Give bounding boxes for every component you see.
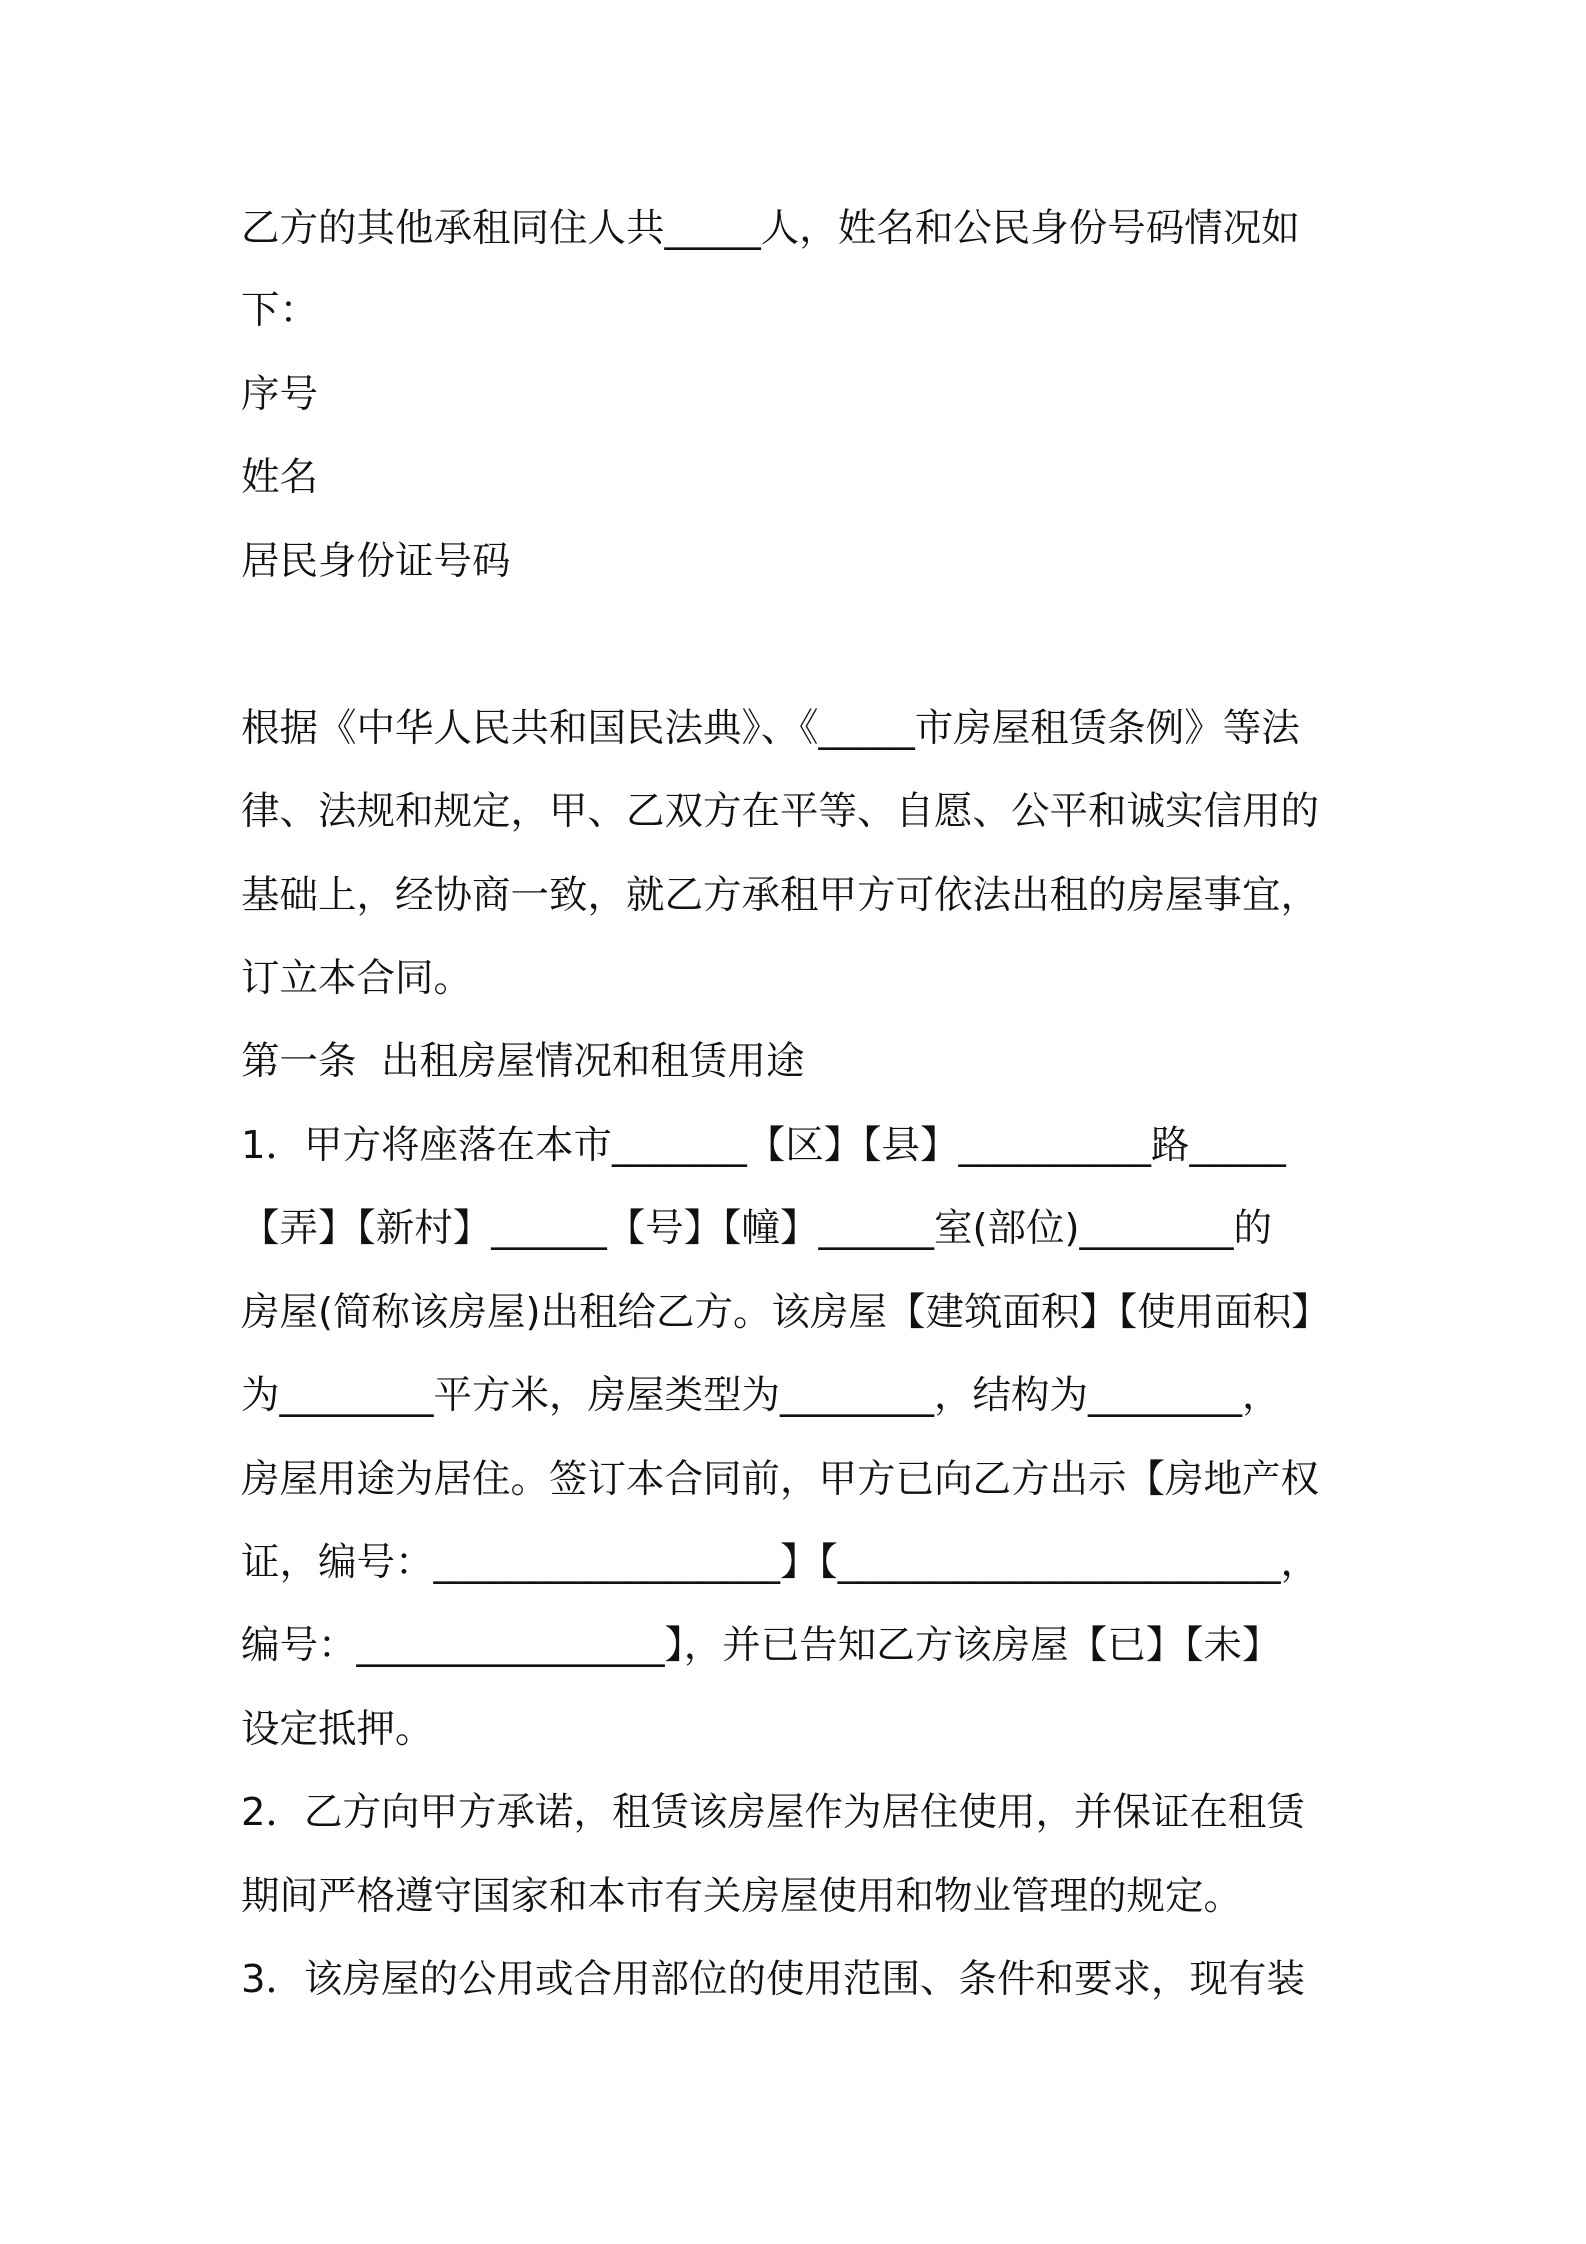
text-line: 订立本合同。	[241, 956, 473, 1001]
text-line: 姓名	[241, 455, 319, 500]
text-line: 房屋用途为居住。签订本合同前，甲方已向乙方出示【房地产权	[241, 1457, 1320, 1502]
text-line: 【弄】【新村】______【号】【幢】______室(部位)________的	[241, 1206, 1273, 1251]
text-line: 下：	[241, 288, 319, 333]
text-line: 房屋(简称该房屋)出租给乙方。该房屋【建筑面积】【使用面积】	[241, 1290, 1330, 1335]
text-line: 设定抵押。	[241, 1707, 434, 1752]
text-line: 基础上，经协商一致，就乙方承租甲方可依法出租的房屋事宜，	[241, 873, 1320, 918]
text-line: 2．乙方向甲方承诺，租赁该房屋作为居住使用，并保证在租赁	[241, 1790, 1305, 1835]
text-line: 序号	[241, 372, 319, 417]
section-heading: 第一条 出租房屋情况和租赁用途	[241, 1039, 805, 1084]
text-line: 乙方的其他承租同住人共_____人，姓名和公民身份号码情况如	[241, 206, 1300, 251]
text-line: 根据《中华人民共和国民法典》、《_____市房屋租赁条例》等法	[241, 706, 1300, 751]
text-line: 律、法规和规定，甲、乙双方在平等、自愿、公平和诚实信用的	[241, 789, 1320, 834]
text-line: 为________平方米，房屋类型为________，结构为________，	[241, 1373, 1281, 1418]
text-line: 3．该房屋的公用或合用部位的使用范围、条件和要求，现有装	[241, 1957, 1305, 2002]
text-line: 证，编号：__________________】【_______________________，	[241, 1540, 1320, 1585]
text-line: 1．甲方将座落在本市_______【区】【县】__________路_____	[241, 1123, 1286, 1168]
text-line: 编号：________________】，并已告知乙方该房屋【已】【未】	[241, 1623, 1281, 1668]
text-line: 居民身份证号码	[241, 539, 511, 584]
text-line: 期间严格遵守国家和本市有关房屋使用和物业管理的规定。	[241, 1874, 1243, 1919]
